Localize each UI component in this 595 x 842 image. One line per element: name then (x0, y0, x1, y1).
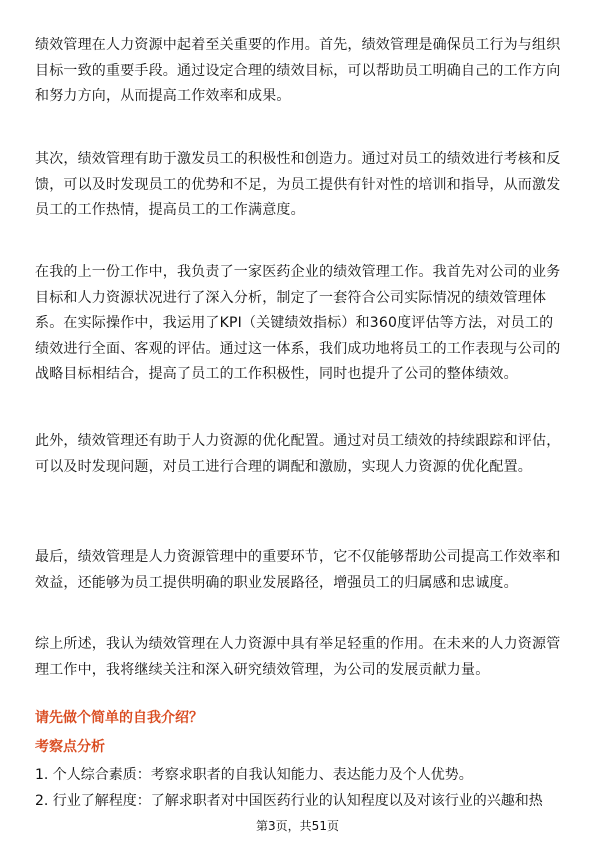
analysis-points-list (35, 763, 565, 814)
paragraph-2: 其次，绩效管理有助于激发员工的积极性和创造力。通过对员工的绩效进行考核和反馈，可以及时发现员工的优势和不足，为员工提供有针对性的培训和指导，从而激发员工的工作热情，提高员工的工作满意度。 (35, 151, 561, 219)
paragraph-5: 最后，绩效管理是人力资源管理中的重要环节，它不仅能够帮助公司提高工作效率和效益，还能够为员工提供明确的职业发展路径，增强员工的归属感和忠诚度。 (35, 549, 561, 591)
paragraph-1: 绩效管理在人力资源中起着至关重要的作用。首先，绩效管理是确保员工行为与组织目标一致的重要手段。通过设定合理的绩效目标，可以帮助员工明确自己的工作方向和努力方向，从而提高工作效率和成果。 (35, 37, 561, 105)
paragraph-6: 综上所述，我认为绩效管理在人力资源中具有举足轻重的作用。在未来的人力资源管理工作中，我将继续关注和深入研究绩效管理，为公司的发展贡献力量。 (35, 636, 561, 678)
question-heading: 请先做个简单的自我介绍？ (35, 710, 203, 726)
analysis-heading: 考察点分析 (35, 739, 105, 755)
paragraph-3: 在我的上一份工作中，我负责了一家医药企业的绩效管理工作。我首先对公司的业务目标和人力资源状况进行了深入分析，制定了一套符合公司实际情况的绩效管理体系。在实际操作中，我运用了KPI（关键绩效指标）和360度评估等方法，对员工的绩效进行全面、客观的评估。通过这一体系，我们成功地将员工的工作表现与公司的战略目标相结合，提高了员工的工作积极性，同时也提升了公司的整体绩效。 (35, 264, 561, 383)
analysis-point-item: 1. 个人综合素质：考察求职者的自我认知能力、表达能力及个人优势。 (35, 767, 473, 783)
paragraph-4: 此外，绩效管理还有助于人力资源的优化配置。通过对员工绩效的持续跟踪和评估，可以及时发现问题，对员工进行合理的调配和激励，实现人力资源的优化配置。 (35, 433, 561, 475)
analysis-point-item: 2. 行业了解程度：了解求职者对中国医药行业的认知程度以及对该行业的兴趣和热 (35, 792, 543, 809)
page-number-footer: 第3页，共51页 (256, 819, 339, 833)
